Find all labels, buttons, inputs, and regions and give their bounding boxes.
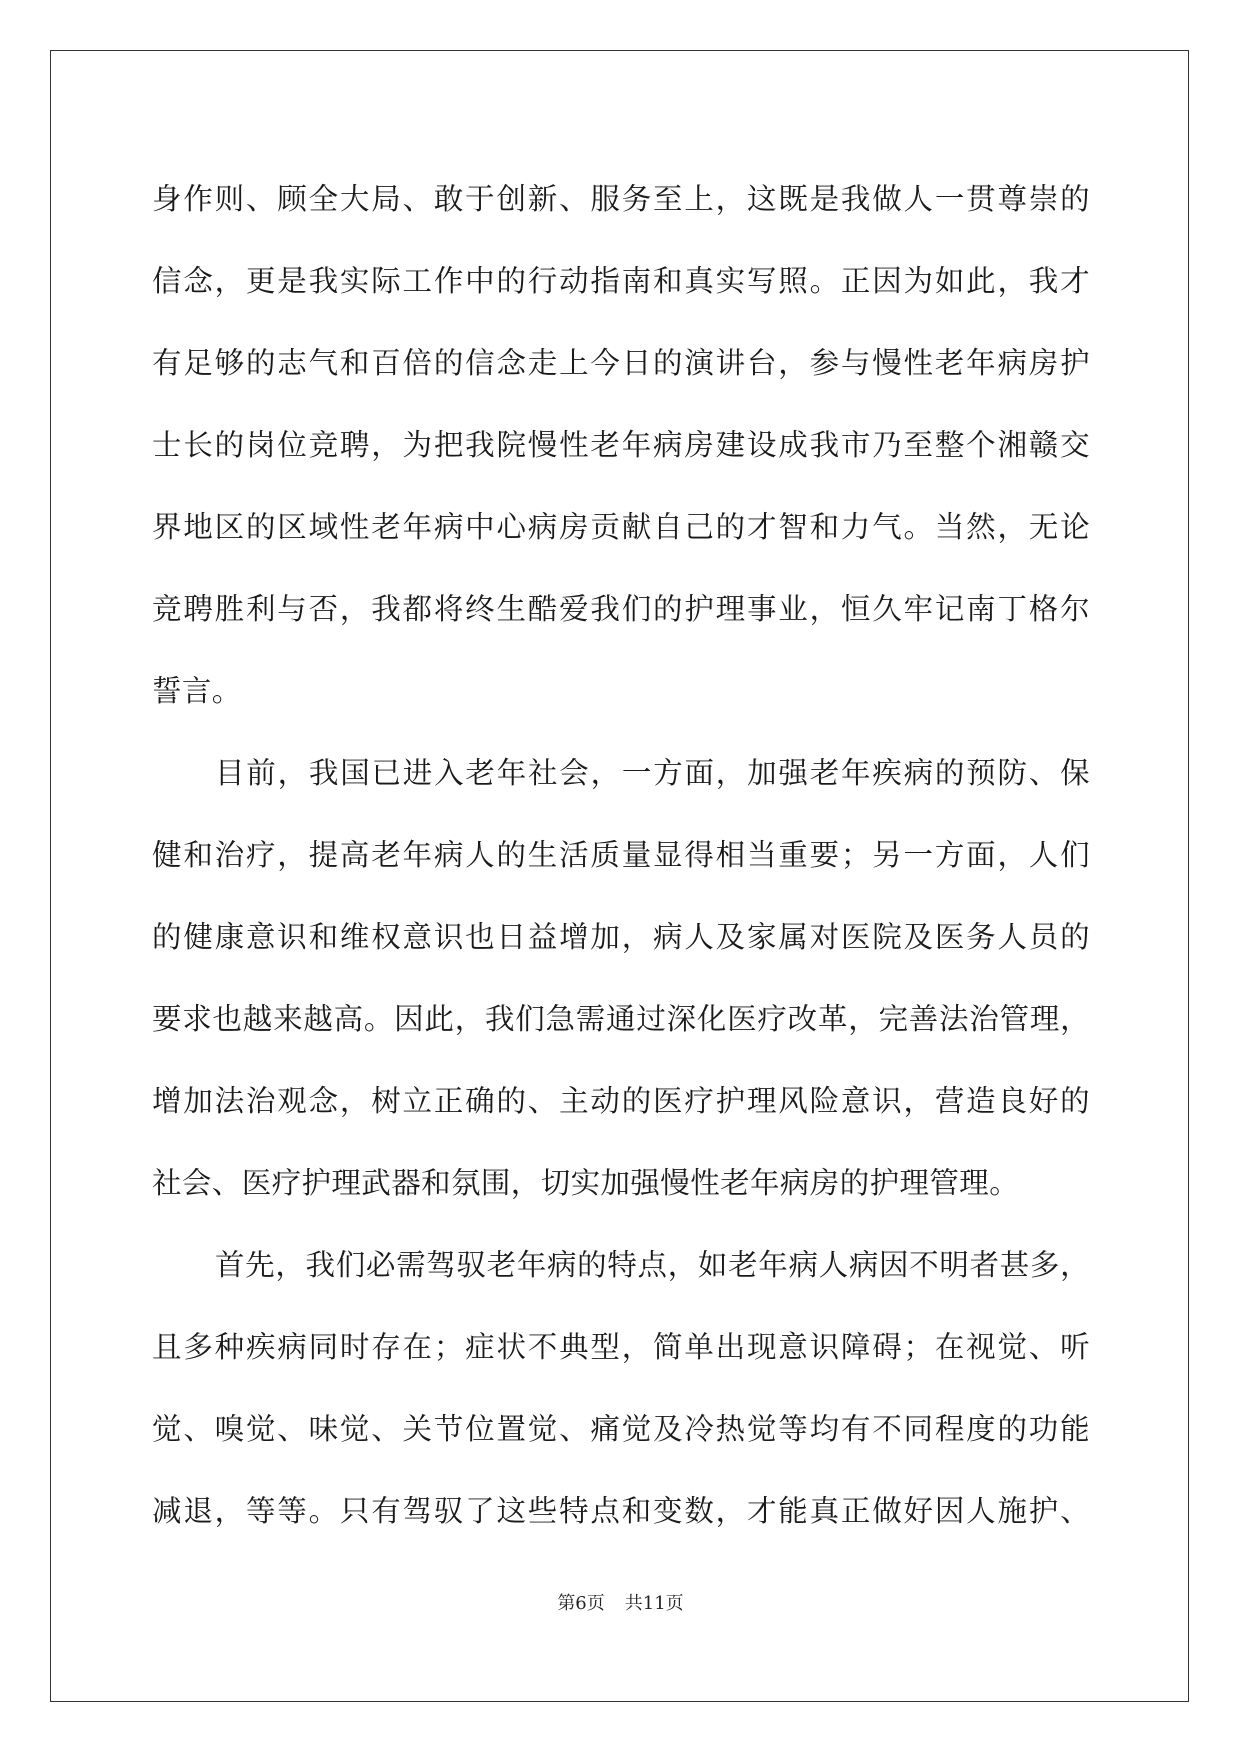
text-line: 且多种疾病同时存在；症状不典型，简单出现意识障碍；在视觉、听 — [152, 1330, 1090, 1364]
text-line: 界地区的区域性老年病中心病房贡献自己的才智和力气。当然，无论 — [152, 510, 1090, 544]
text-line: 的健康意识和维权意识也日益增加，病人及家属对医院及医务人员的 — [152, 920, 1090, 954]
text-line: 社会、医疗护理武器和氛围，切实加强慢性老年病房的护理管理。 — [152, 1166, 1020, 1200]
paragraph-start-line: 目前，我国已进入老年社会，一方面，加强老年疾病的预防、保 — [215, 756, 1090, 790]
page-footer — [0, 1589, 1241, 1615]
text-line: 竞聘胜利与否，我都将终生酷爱我们的护理事业，恒久牢记南丁格尔 — [152, 592, 1090, 626]
text-line: 有足够的志气和百倍的信念走上今日的演讲台，参与慢性老年病房护 — [152, 346, 1090, 380]
text-line: 要求也越来越高。因此，我们急需通过深化医疗改革，完善法治管理， — [152, 1002, 1090, 1036]
paragraph-start-line: 首先，我们必需驾驭老年病的特点，如老年病人病因不明者甚多， — [215, 1248, 1090, 1282]
text-line: 誓言。 — [152, 674, 242, 708]
text-line: 觉、嗅觉、味觉、关节位置觉、痛觉及冷热觉等均有不同程度的功能 — [152, 1412, 1090, 1446]
document-body — [152, 158, 1090, 1552]
page-total: 共11页 — [624, 1593, 684, 1614]
text-line: 增加法治观念，树立正确的、主动的医疗护理风险意识，营造良好的 — [152, 1084, 1090, 1118]
text-line: 士长的岗位竞聘，为把我院慢性老年病房建设成我市乃至整个湘赣交 — [152, 428, 1090, 462]
text-line: 身作则、顾全大局、敢于创新、服务至上，这既是我做人一贯尊崇的 — [152, 182, 1090, 216]
text-line: 信念，更是我实际工作中的行动指南和真实写照。正因为如此，我才 — [152, 264, 1090, 298]
text-line: 健和治疗，提高老年病人的生活质量显得相当重要；另一方面，人们 — [152, 838, 1090, 872]
text-line: 减退，等等。只有驾驭了这些特点和变数，才能真正做好因人施护、 — [152, 1494, 1090, 1528]
page-number: 第6页 — [557, 1593, 605, 1614]
